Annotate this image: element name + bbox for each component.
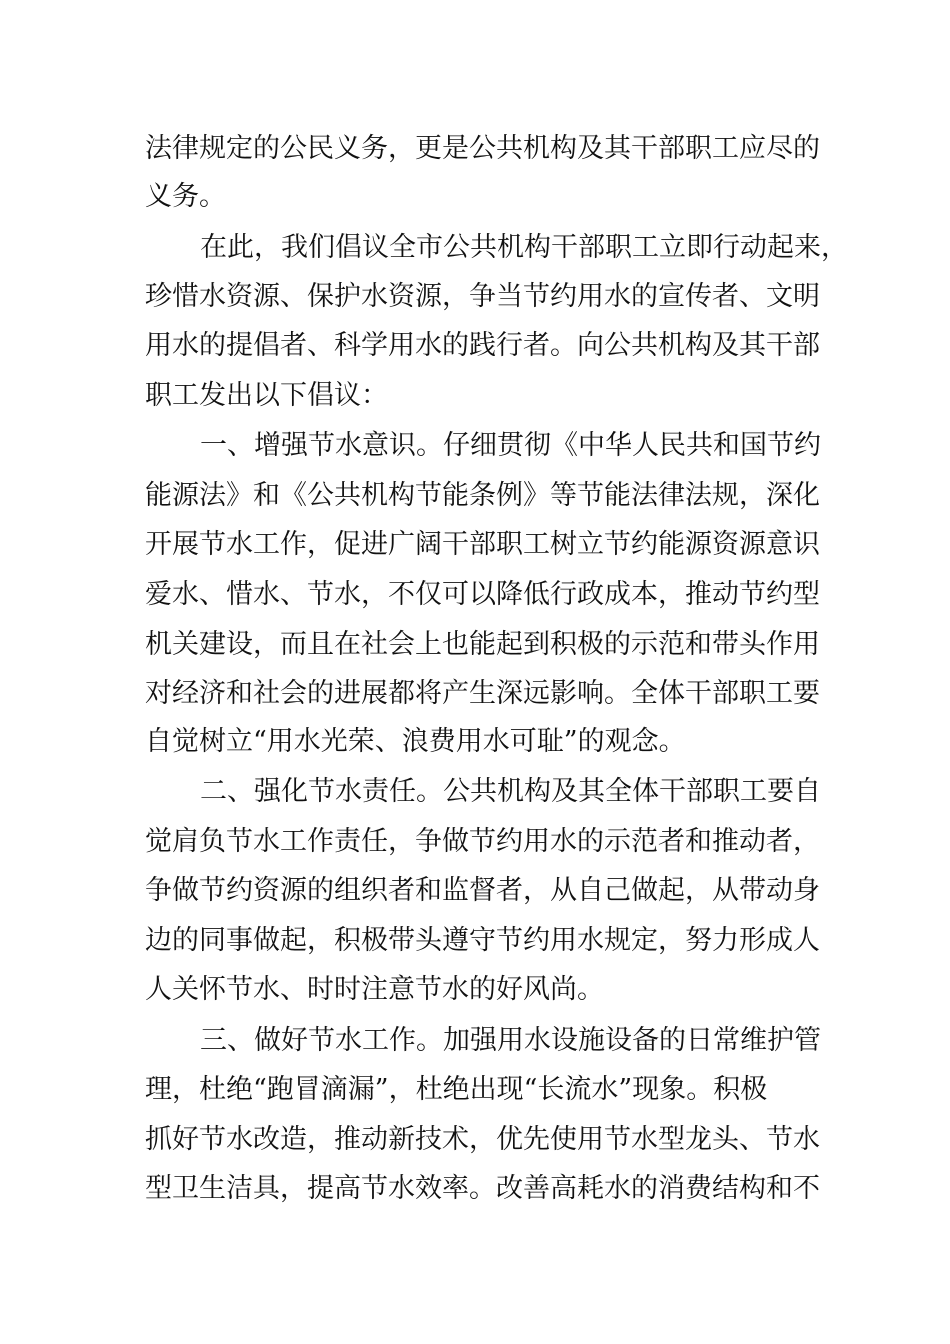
text-line: 争做节约资源的组织者和监督者，从自己做起，从带动身 xyxy=(145,875,820,906)
text-line: 理，杜绝“跑冒滴漏”，杜绝出现“长流水”现象。积极 xyxy=(145,1074,768,1105)
paragraph-first-line: 三、做好节水工作。加强用水设施设备的日常维护管 xyxy=(200,1025,821,1056)
text-line: 自觉树立“用水光荣、浪费用水可耻”的观念。 xyxy=(145,726,686,757)
text-line: 机关建设，而且在社会上也能起到积极的示范和带头作用 xyxy=(145,629,820,660)
text-line: 型卫生洁具，提高节水效率。改善高耗水的消费结构和不 xyxy=(145,1173,820,1204)
paragraph-first-line: 一、增强节水意识。仔细贯彻《中华人民共和国节约 xyxy=(200,430,821,461)
paragraph-first-line: 在此，我们倡议全市公共机构干部职工立即行动起来， xyxy=(200,232,848,263)
text-line: 觉肩负节水工作责任，争做节约用水的示范者和推动者， xyxy=(145,826,820,857)
text-line: 人关怀节水、时时注意节水的好风尚。 xyxy=(145,974,604,1005)
text-line: 边的同事做起，积极带头遵守节约用水规定，努力形成人 xyxy=(145,925,820,956)
text-line: 法律规定的公民义务，更是公共机构及其干部职工应尽的 xyxy=(145,133,820,164)
text-line: 用水的提倡者、科学用水的践行者。向公共机构及其干部 xyxy=(145,330,820,361)
text-line: 抓好节水改造，推动新技术，优先使用节水型龙头、节水 xyxy=(145,1124,820,1155)
text-line: 职工发出以下倡议： xyxy=(145,380,388,411)
text-line: 义务。 xyxy=(145,181,226,212)
paragraph-first-line: 二、强化节水责任。公共机构及其全体干部职工要自 xyxy=(200,776,821,807)
text-line: 开展节水工作，促进广阔干部职工树立节约能源资源意识 xyxy=(145,529,820,560)
text-line: 能源法》和《公共机构节能条例》等节能法律法规，深化 xyxy=(145,480,820,511)
text-line: 对经济和社会的进展都将产生深远影响。全体干部职工要 xyxy=(145,678,820,709)
text-line: 珍惜水资源、保护水资源，争当节约用水的宣传者、文明 xyxy=(145,281,820,312)
text-line: 爱水、惜水、节水，不仅可以降低行政成本，推动节约型 xyxy=(145,579,820,610)
